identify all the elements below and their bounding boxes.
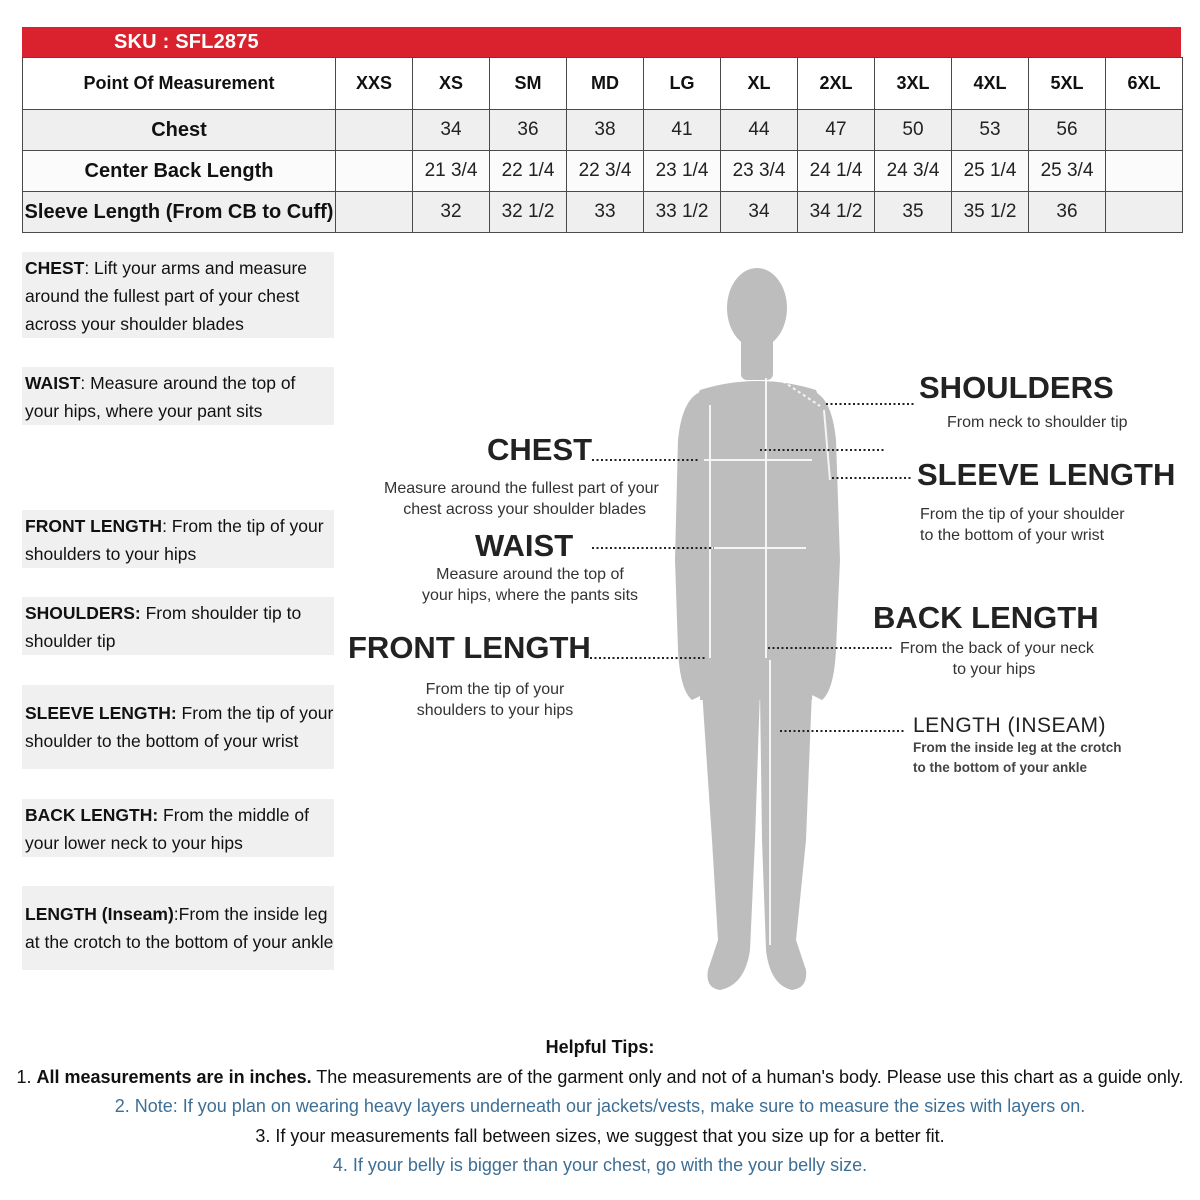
table-cell: 47: [798, 110, 875, 151]
sleeve-length-callout-desc: [920, 504, 1125, 546]
definition-text: From the tip of your shoulder to the bottom of your wrist: [25, 703, 334, 751]
size-header: 4XL: [952, 58, 1029, 110]
table-cell: 35 1/2: [952, 192, 1029, 233]
inseam-callout-title: LENGTH (INSEAM): [913, 714, 1107, 737]
shoulders-callout-title: SHOULDERS: [919, 370, 1114, 405]
header-point-of-measurement: Point Of Measurement: [23, 58, 336, 110]
size-header: 6XL: [1106, 58, 1183, 110]
table-cell: 33 1/2: [644, 192, 721, 233]
size-header: XXS: [336, 58, 413, 110]
table-cell: 38: [567, 110, 644, 151]
callout-line: Measure around the top of: [436, 566, 624, 583]
tip-2: 2. Note: If you plan on wearing heavy layers underneath our jackets/vests, make sure to measure the sizes with layers on.: [114, 1096, 1086, 1116]
size-header: 3XL: [875, 58, 952, 110]
size-header: 2XL: [798, 58, 875, 110]
table-cell: 44: [721, 110, 798, 151]
definition-text: From the middle of your lower neck to your hips: [25, 805, 309, 853]
callout-line: From the back of your neck: [900, 640, 1094, 657]
table-cell: 32 1/2: [490, 192, 567, 233]
definition-term: FRONT LENGTH: [25, 516, 163, 536]
tip-number: 1.: [16, 1066, 37, 1087]
sku-label: SKU : SFL2875: [114, 31, 259, 53]
table-cell: 21 3/4: [413, 151, 490, 192]
definition-text: :From the inside leg at the crotch to the bottom of your ankle: [25, 904, 334, 952]
front-length-callout-title: FRONT LENGTH: [348, 630, 591, 665]
definition-term: LENGTH (Inseam): [25, 904, 174, 924]
table-cell: 25 1/4: [952, 151, 1029, 192]
callout-line: to the bottom of your ankle: [913, 760, 1087, 775]
callout-line: From the tip of your: [425, 681, 565, 698]
tip-1: [0, 1063, 1200, 1093]
sleeve-length-callout-title: SLEEVE LENGTH: [917, 457, 1176, 492]
size-header: 5XL: [1029, 58, 1106, 110]
table-cell: 23 3/4: [721, 151, 798, 192]
table-cell: 56: [1029, 110, 1106, 151]
definition-text: : Lift your arms and measure around the fullest part of your chest across your shoulder blades: [25, 258, 308, 334]
size-header: XL: [721, 58, 798, 110]
table-cell: 32: [413, 192, 490, 233]
chest-callout-title: CHEST: [487, 432, 593, 467]
definition-text: : From the tip of your shoulders to your hips: [25, 516, 324, 564]
tips-heading: Helpful Tips:: [545, 1037, 655, 1057]
back-length-callout-desc: [900, 638, 1094, 680]
callout-line: to your hips: [952, 661, 1036, 678]
table-cell: 53: [952, 110, 1029, 151]
size-header: XS: [413, 58, 490, 110]
table-cell: 22 1/4: [490, 151, 567, 192]
tip-4: 4. If your belly is bigger than your chest, go with the your belly size.: [332, 1155, 868, 1175]
table-cell: 34: [413, 110, 490, 151]
table-cell: 36: [1029, 192, 1106, 233]
table-cell: 25 3/4: [1029, 151, 1106, 192]
shoulders-callout-desc: [947, 412, 1128, 433]
table-cell: 35: [875, 192, 952, 233]
tip-3: 3. If your measurements fall between sizes, we suggest that you size up for a better fit.: [255, 1125, 945, 1146]
size-header: MD: [567, 58, 644, 110]
definition-term: SLEEVE LENGTH:: [25, 703, 177, 723]
front-length-callout-desc: [400, 679, 590, 721]
callout-line: to the bottom of your wrist: [920, 527, 1105, 544]
callout-line: From the inside leg at the crotch: [913, 740, 1122, 755]
definition-term: WAIST: [25, 373, 81, 393]
inseam-callout-desc: [913, 738, 1122, 778]
row-label: Chest: [23, 110, 336, 151]
table-cell: 41: [644, 110, 721, 151]
table-cell: 33: [567, 192, 644, 233]
row-label: Sleeve Length (From CB to Cuff): [23, 192, 336, 233]
table-cell: 24 1/4: [798, 151, 875, 192]
row-label: Center Back Length: [23, 151, 336, 192]
callout-line: From the tip of your shoulder: [920, 506, 1125, 523]
definition-term: BACK LENGTH:: [25, 805, 159, 825]
callout-line: your hips, where the pants sits: [421, 587, 639, 604]
waist-callout-title: WAIST: [475, 528, 574, 563]
callout-line: Measure around the fullest part of your: [384, 480, 659, 497]
table-cell: 34 1/2: [798, 192, 875, 233]
waist-callout-desc: [410, 564, 650, 606]
definition-text: : Measure around the top of your hips, where your pant sits: [25, 373, 296, 421]
definition-text: From shoulder tip to shoulder tip: [25, 603, 302, 651]
table-cell: 22 3/4: [567, 151, 644, 192]
definition-term: CHEST: [25, 258, 85, 278]
definition-term: SHOULDERS:: [25, 603, 141, 623]
table-cell: 23 1/4: [644, 151, 721, 192]
table-cell: 34: [721, 192, 798, 233]
size-header: LG: [644, 58, 721, 110]
helpful-tips: [0, 1033, 1200, 1181]
table-cell: 50: [875, 110, 952, 151]
chest-callout-desc: [384, 478, 659, 520]
table-cell: 24 3/4: [875, 151, 952, 192]
size-header: SM: [490, 58, 567, 110]
tip-text: The measurements are of the garment only and not of a human's body. Please use this chart as a guide only.: [311, 1066, 1184, 1087]
callout-line: chest across your shoulder blades: [403, 501, 646, 518]
callout-line: shoulders to your hips: [416, 702, 574, 719]
table-cell: 36: [490, 110, 567, 151]
back-length-callout-title: BACK LENGTH: [873, 600, 1099, 635]
callout-line: From neck to shoulder tip: [947, 414, 1128, 431]
tip-bold: All measurements are in inches.: [36, 1066, 312, 1087]
